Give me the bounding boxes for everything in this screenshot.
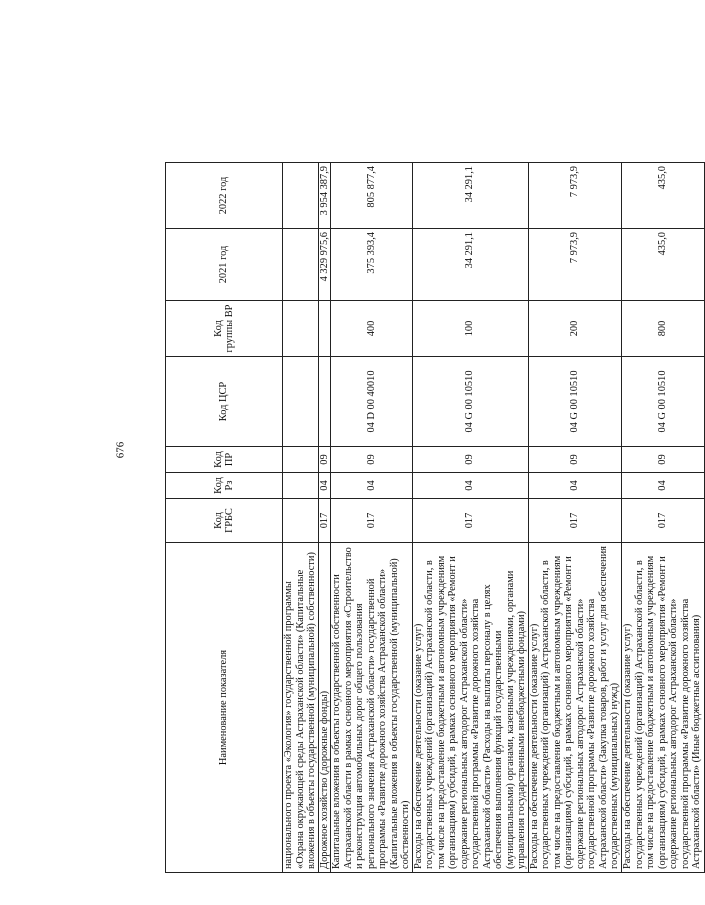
row-2021: 375 393,4	[331, 229, 413, 301]
table-row	[412, 163, 528, 873]
row-pr: 09	[318, 447, 331, 473]
row-name: Дорожное хозяйство (дорожные фонды)	[318, 543, 331, 873]
table-row	[621, 163, 704, 873]
row-2021: 4 329 975,6	[318, 229, 331, 301]
row-pr: 09	[331, 447, 413, 473]
header-2021: 2021 год	[166, 229, 283, 301]
row-vr	[283, 301, 319, 357]
row-grbs: 017	[318, 499, 331, 543]
row-grbs: 017	[412, 499, 528, 543]
row-2022: 34 291,1	[412, 163, 528, 229]
header-name: Наименование показателя	[166, 543, 283, 873]
budget-table-sheet	[165, 163, 703, 873]
row-2021: 7 973,9	[528, 229, 621, 301]
row-rz: 04	[621, 473, 704, 499]
page-number	[110, 440, 130, 460]
row-vr: 100	[412, 301, 528, 357]
row-vr	[318, 301, 331, 357]
row-name: Капитальные вложения в объекты государственной собственности Астраханской области в рамках основного мероприятия «Строительство и реконструкция автомобильных дорог общего пользования регионального значения Астраханской области» государственной программы «Развитие дорожного хозяйства Астраханской области» (Капитальные вложения в объекты государственной (муниципальной) собственности)	[331, 543, 413, 873]
row-name: Расходы на обеспечение деятельности (оказание услуг) государственных учреждений (организаций) Астраханской области, в том числе на предоставление бюджетным и автономным учреждениям (организациям) субсидий, в рамках основного мероприятия «Ремонт и содержание региональных автодорог Астраханской области» государственной программы «Развитие дорожного хозяйства Астраханской области» (Расходы на выплаты персоналу в целях обеспечения выполнения функций государственными (муниципальными) органами, казенными учреждениями, органами управления государственными внебюджетными фондами)	[412, 543, 528, 873]
row-name: Расходы на обеспечение деятельности (оказание услуг) государственных учреждений (организаций) Астраханской области, в том числе на предоставление бюджетным и автономным учреждениям (организациям) субсидий, в рамках основного мероприятия «Ремонт и содержание региональных автодорог Астраханской области» государственной программы «Развитие дорожного хозяйства Астраханской области» (Закупка товаров, работ и услуг для обеспечения государственных (муниципальных) нужд)	[528, 543, 621, 873]
row-vr: 800	[621, 301, 704, 357]
row-rz: 04	[331, 473, 413, 499]
row-2021: 34 291,1	[412, 229, 528, 301]
budget-table	[165, 162, 705, 873]
row-2022: 435,0	[621, 163, 704, 229]
row-2022: 7 973,9	[528, 163, 621, 229]
header-pr: Код ПР	[166, 447, 283, 473]
table-row	[318, 163, 331, 873]
row-csr	[283, 357, 319, 447]
row-grbs	[283, 499, 319, 543]
row-grbs: 017	[621, 499, 704, 543]
header-csr: Код ЦСР	[166, 357, 283, 447]
row-rz: 04	[528, 473, 621, 499]
row-grbs: 017	[331, 499, 413, 543]
row-rz	[283, 473, 319, 499]
table-row	[528, 163, 621, 873]
row-2021	[283, 229, 319, 301]
row-rz: 04	[412, 473, 528, 499]
row-2022: 805 877,4	[331, 163, 413, 229]
header-grbs: Код ГРБС	[166, 499, 283, 543]
row-rz: 04	[318, 473, 331, 499]
header-vr: Код группы ВР	[166, 301, 283, 357]
row-csr: 04 G 00 10510	[528, 357, 621, 447]
table-header-row	[166, 163, 283, 873]
row-2022	[283, 163, 319, 229]
row-name: национального проекта «Экология» государственной программы «Охрана окружающей среды Астраханской области» (Капитальные вложения в объекты государственной (муниципальной) собственности)	[283, 543, 319, 873]
row-pr: 09	[621, 447, 704, 473]
row-csr: 04 G 00 10510	[412, 357, 528, 447]
row-vr: 200	[528, 301, 621, 357]
row-vr: 400	[331, 301, 413, 357]
row-csr: 04 G 00 10510	[621, 357, 704, 447]
row-pr: 09	[528, 447, 621, 473]
row-pr: 09	[412, 447, 528, 473]
page-number-text: 676	[114, 441, 126, 459]
row-csr	[318, 357, 331, 447]
table-row	[331, 163, 413, 873]
header-rz: Код Рз	[166, 473, 283, 499]
row-2022: 3 954 387,9	[318, 163, 331, 229]
header-2022: 2022 год	[166, 163, 283, 229]
row-csr: 04 D 00 40010	[331, 357, 413, 447]
row-name: Расходы на обеспечение деятельности (оказание услуг) государственных учреждений (организаций) Астраханской области, в том числе на предоставление бюджетным и автономным учреждениям (организациям) субсидий, в рамках основного мероприятия «Ремонт и содержание региональных автодорог Астраханской области» государственной программы «Развитие дорожного хозяйства Астраханской области» (Иные бюджетные ассигнования)	[621, 543, 704, 873]
row-2021: 435,0	[621, 229, 704, 301]
row-pr	[283, 447, 319, 473]
row-grbs: 017	[528, 499, 621, 543]
table-row	[283, 163, 319, 873]
